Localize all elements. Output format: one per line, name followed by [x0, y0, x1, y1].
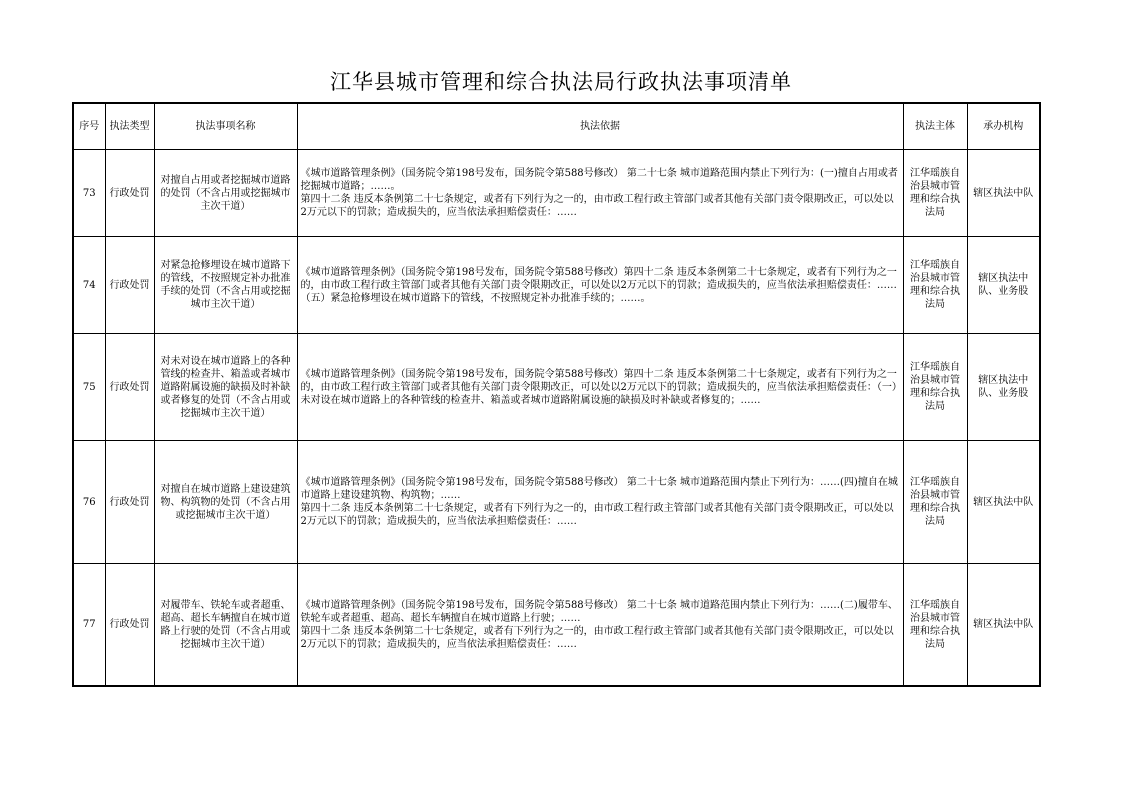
- enforcement-matters-table: [72, 102, 1041, 687]
- cell-org: 辖区执法中队、业务股: [967, 237, 1040, 334]
- column-header-subject: 执法主体: [903, 103, 967, 150]
- cell-type: 行政处罚: [105, 564, 154, 687]
- column-header-name: 执法事项名称: [154, 103, 297, 150]
- cell-seq: 74: [73, 237, 105, 334]
- cell-basis: 《城市道路管理条例》（国务院令第198号发布，国务院令第588号修改） 第二十七条 城市道路范围内禁止下列行为：……(二)履带车、铁轮车或者超重、超高、超长车辆擅自在城市道路上行驶；…… 第四十二条 违反本条例第二十七条规定，或者有下列行为之一的，由市政工程行政主管部门或者其他有关部门责令限期改正，可以处以2万元以下的罚款；造成损失的，应当依法承担赔偿责任：……: [297, 564, 903, 687]
- table-row: [73, 237, 1040, 334]
- cell-basis: 《城市道路管理条例》（国务院令第198号发布，国务院令第588号修改）第四十二条 违反本条例第二十七条规定，或者有下列行为之一的，由市政工程行政主管部门或者其他有关部门责令限期改正，可以处以2万元以下的罚款；造成损失的，应当依法承担赔偿责任：（一）未对设在城市道路上的各种管线的检查井、箱盖或者城市道路附属设施的缺损及时补缺或者修复的；……: [297, 334, 903, 441]
- cell-org: 辖区执法中队、业务股: [967, 334, 1040, 441]
- table-row: [73, 150, 1040, 237]
- cell-seq: 73: [73, 150, 105, 237]
- cell-name: 对履带车、铁轮车或者超重、超高、超长车辆擅自在城市道路上行驶的处罚（不含占用或挖掘城市主次干道）: [154, 564, 297, 687]
- cell-type: 行政处罚: [105, 441, 154, 564]
- column-header-basis: 执法依据: [297, 103, 903, 150]
- cell-seq: 76: [73, 441, 105, 564]
- cell-name: 对擅自占用或者挖掘城市道路的处罚（不含占用或挖掘城市主次干道）: [154, 150, 297, 237]
- cell-type: 行政处罚: [105, 237, 154, 334]
- column-header-type: 执法类型: [105, 103, 154, 150]
- cell-type: 行政处罚: [105, 150, 154, 237]
- page-title: 江华县城市管理和综合执法局行政执法事项清单: [330, 70, 792, 94]
- cell-basis: 《城市道路管理条例》（国务院令第198号发布，国务院令第588号修改） 第二十七条 城市道路范围内禁止下列行为：(一)擅自占用或者挖掘城市道路；……。 第四十二条 违反本条例第二十七条规定，或者有下列行为之一的，由市政工程行政主管部门或者其他有关部门责令限期改正，可以处以2万元以下的罚款；造成损失的，应当依法承担赔偿责任：……: [297, 150, 903, 237]
- table-row: [73, 334, 1040, 441]
- cell-subject: 江华瑶族自治县城市管理和综合执法局: [903, 150, 967, 237]
- cell-type: 行政处罚: [105, 334, 154, 441]
- table-row: [73, 564, 1040, 687]
- table-row: [73, 441, 1040, 564]
- cell-subject: 江华瑶族自治县城市管理和综合执法局: [903, 334, 967, 441]
- cell-subject: 江华瑶族自治县城市管理和综合执法局: [903, 441, 967, 564]
- cell-org: 辖区执法中队: [967, 441, 1040, 564]
- cell-subject: 江华瑶族自治县城市管理和综合执法局: [903, 237, 967, 334]
- cell-basis: 《城市道路管理条例》（国务院令第198号发布，国务院令第588号修改） 第二十七条 城市道路范围内禁止下列行为：……(四)擅自在城市道路上建设建筑物、构筑物；…… 第四十二条 违反本条例第二十七条规定，或者有下列行为之一的，由市政工程行政主管部门或者其他有关部门责令限期改正，可以处以2万元以下的罚款；造成损失的，应当依法承担赔偿责任：……: [297, 441, 903, 564]
- column-header-seq: 序号: [73, 103, 105, 150]
- cell-name: 对擅自在城市道路上建设建筑物、构筑物的处罚（不含占用或挖掘城市主次干道）: [154, 441, 297, 564]
- cell-basis: 《城市道路管理条例》（国务院令第198号发布，国务院令第588号修改）第四十二条 违反本条例第二十七条规定，或者有下列行为之一的，由市政工程行政主管部门或者其他有关部门责令限期改正，可以处以2万元以下的罚款；造成损失的，应当依法承担赔偿责任：……（五）紧急抢修埋设在城市道路下的管线，不按照规定补办批准手续的；……。: [297, 237, 903, 334]
- cell-name: 对紧急抢修埋设在城市道路下的管线，不按照规定补办批准手续的处罚（不含占用或挖掘城市主次干道）: [154, 237, 297, 334]
- cell-seq: 75: [73, 334, 105, 441]
- cell-org: 辖区执法中队: [967, 150, 1040, 237]
- cell-subject: 江华瑶族自治县城市管理和综合执法局: [903, 564, 967, 687]
- cell-seq: 77: [73, 564, 105, 687]
- cell-org: 辖区执法中队: [967, 564, 1040, 687]
- cell-name: 对未对设在城市道路上的各种管线的检查井、箱盖或者城市道路附属设施的缺损及时补缺或者修复的处罚（不含占用或挖掘城市主次干道）: [154, 334, 297, 441]
- header-row: [73, 103, 1040, 150]
- column-header-org: 承办机构: [967, 103, 1040, 150]
